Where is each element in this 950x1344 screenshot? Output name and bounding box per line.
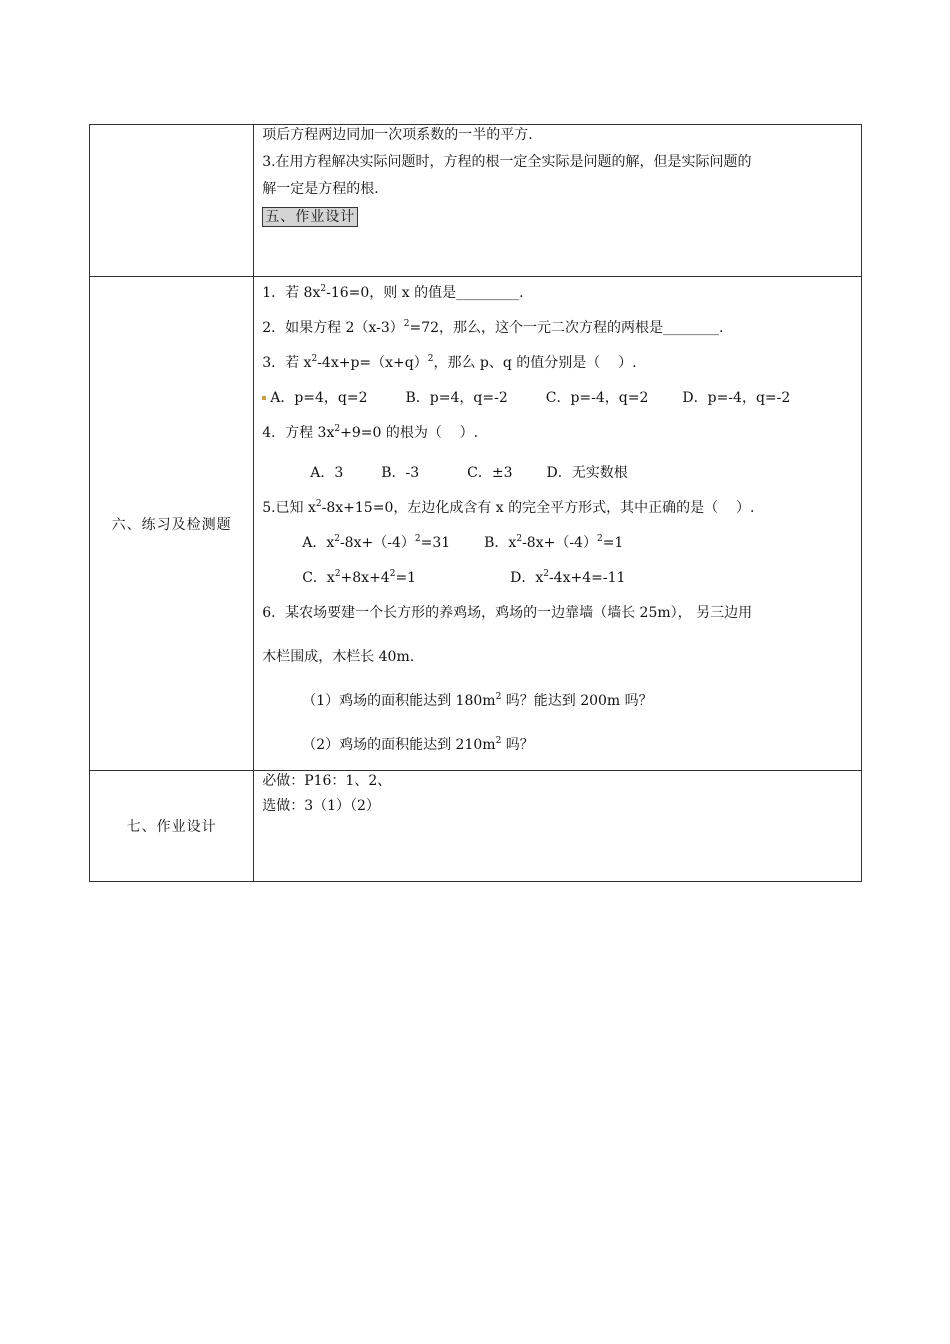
q5-option-d: D．$x^2-4x+4=-11$ bbox=[510, 569, 626, 586]
row1-content-cell bbox=[254, 125, 862, 277]
question-5-options-ab bbox=[262, 533, 853, 568]
summary-line-2: 3.在用方程解决实际问题时，方程的根一定全实际是问题的解，但是实际问题的 bbox=[262, 154, 752, 170]
question-3: 3．若 $x^2-4x+p=(x+q)^2$，那么 p、q 的值分别是（ ）. bbox=[262, 354, 637, 371]
question-6-line-1: 6．某农场要建一个长方形的养鸡场，鸡场的一边靠墙（墙长 25m）， 另三边用 bbox=[262, 605, 753, 621]
q3-option-d: D．p=-4，q=-2 bbox=[682, 390, 791, 406]
exercises-content-cell bbox=[254, 277, 862, 771]
table-row-homework bbox=[90, 771, 862, 882]
question-3-options bbox=[262, 388, 853, 423]
homework-label: 七、作业设计 bbox=[90, 771, 254, 882]
q5-option-c: C．$x^2+8x+4^2=1$ bbox=[302, 569, 417, 586]
exercises-label: 六、练习及检测题 bbox=[90, 277, 254, 771]
summary-line-1: 项后方程两边同加一次项系数的一半的平方. bbox=[262, 127, 533, 143]
question-4-options bbox=[262, 463, 853, 498]
homework-required: 必做：P16：1、2、 bbox=[262, 773, 392, 789]
q3-option-b: B．p=4，q=-2 bbox=[405, 390, 508, 406]
question-6-sub-1: （1）鸡场的面积能达到 $180m^2$ 吗？能达到 200m 吗？ bbox=[302, 692, 653, 709]
lesson-plan-table bbox=[89, 124, 862, 882]
homework-optional: 选做：3（1）（2） bbox=[262, 798, 380, 814]
q4-option-a: A．3 bbox=[310, 465, 344, 481]
section-heading-wrap bbox=[262, 205, 853, 227]
q4-option-c: C．±3 bbox=[467, 465, 513, 481]
question-6-line-2: 木栏围成，木栏长 40m. bbox=[262, 649, 415, 665]
q5-option-a: A．$x^2-8x+(-4)^2=31$ bbox=[302, 534, 451, 551]
q3-option-a: A．p=4，q=2 bbox=[270, 390, 368, 406]
row1-label-cell bbox=[90, 125, 254, 277]
q4-option-b: B．-3 bbox=[381, 465, 420, 481]
question-2: 2．如果方程 $2(x-3)^2=72$，那么，这个一元二次方程的两根是________. bbox=[262, 319, 724, 336]
question-5-options-cd bbox=[262, 568, 853, 603]
summary-line-3: 解一定是方程的根. bbox=[262, 181, 379, 197]
table-row-exercises bbox=[90, 277, 862, 771]
question-6-sub-2: （2）鸡场的面积能达到 $210m^2$ 吗？ bbox=[302, 736, 534, 753]
question-5: 5.已知 $x^2-8x+15=0$，左边化成含有 x 的完全平方形式，其中正确的是（ ）. bbox=[262, 499, 755, 516]
homework-content-cell bbox=[254, 771, 862, 882]
q5-option-b: B．$x^2-8x+(-4)^2=1$ bbox=[484, 534, 624, 551]
table-row-summary bbox=[90, 125, 862, 277]
question-1: 1．若 $8x^2-16=0$，则 x 的值是_________. bbox=[262, 284, 524, 301]
question-4: 4．方程 $3x^2+9=0$ 的根为（ ）. bbox=[262, 424, 479, 441]
edit-mark-icon bbox=[262, 396, 266, 400]
q3-option-c: C．p=-4，q=2 bbox=[545, 390, 649, 406]
q4-option-d: D．无实数根 bbox=[546, 465, 628, 481]
section-heading: 五、作业设计 bbox=[262, 207, 358, 227]
